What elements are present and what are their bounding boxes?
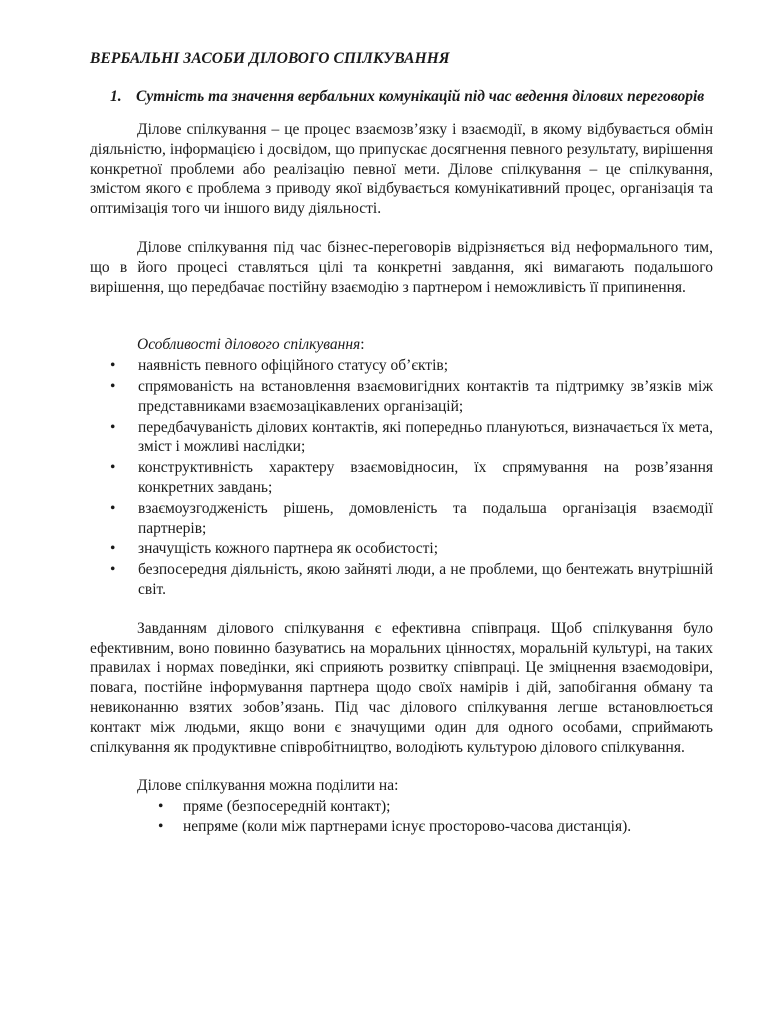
document-title: ВЕРБАЛЬНІ ЗАСОБИ ДІЛОВОГО СПІЛКУВАННЯ <box>90 50 450 67</box>
bullet-icon: • <box>110 499 116 517</box>
paragraph-definition: Ділове спілкування – це процес взаємозв’язку і взаємодії, в якому відбувається обмін діяльністю, інформацією і досвідом, що припускає досягнення певного результату, вирішення конкретної проблеми або реалізацію певної мети. Ділове спілкування – це спілкування, змістом якого є проблема з приводу якої відбувається комунікативний процес, організація та оптимізація того чи іншого виду діяльності. <box>90 121 713 218</box>
list-item-text: наявність певного офіційного статусу об’єктів; <box>138 357 449 375</box>
bullet-icon: • <box>110 561 116 579</box>
list-item <box>90 560 713 600</box>
bullet-icon: • <box>158 798 164 816</box>
bullet-icon: • <box>110 459 116 477</box>
section-heading-text: Сутність та значення вербальних комунікацій під час ведення ділових переговорів <box>136 88 705 105</box>
list-item-text: непряме (коли між партнерами існує просторово-часова дистанція). <box>183 817 632 835</box>
features-label <box>137 335 713 355</box>
list-item <box>90 797 713 817</box>
split-list <box>90 797 713 837</box>
section-heading <box>110 86 713 108</box>
bullet-icon: • <box>110 418 116 436</box>
list-item-text: значущість кожного партнера як особистості; <box>138 540 439 558</box>
paragraph-negotiations: Ділове спілкування під час бізнес-переговорів відрізняється від неформального тим, що в його процесі ставляться цілі та конкретні завдання, які вимагають подальшого вирішення, що передбачає постійну взаємодію з партнером і неможливість її припинення. <box>90 238 713 296</box>
list-item <box>90 817 713 837</box>
list-item-text: конструктивність характеру взаємовідносин, їх спрямування на розв’язання конкретних завдань; <box>138 459 713 496</box>
document-page <box>90 50 713 837</box>
list-item-text: взаємоузгодженість рішень, домовленість та подальша організація взаємодії партнерів; <box>138 499 713 537</box>
features-list <box>90 356 713 600</box>
bullet-icon: • <box>110 377 116 395</box>
bullet-icon: • <box>158 817 164 835</box>
list-item-text: передбачуваність ділових контактів, які попередньо плануються, визначається їх мета, зміст і можливі наслідки; <box>138 418 713 456</box>
features-label-colon: : <box>360 336 365 354</box>
list-item <box>90 377 713 417</box>
paragraph-task: Завданням ділового спілкування є ефективна співпраця. Щоб спілкування було ефективним, воно повинно базуватись на моральних цінностях, моральній культурі, на таких правилах і нормах поведінки, які сприяють розвитку співпраці. Це зміцнення взаємодовіри, повага, постійне інформування партнера щодо своїх намірів і дій, запобігання обману та невиконанню взятих зобов’язань. Під час ділового спілкування легше встановлюється контакт між людьми, якщо вони є значущими один для одного особами, сприймають спілкування як продуктивне співробітництво, володіють культурою ділового спілкування. <box>90 619 713 756</box>
list-item-text: безпосередня діяльність, якою зайняті люди, а не проблеми, що бентежать внутрішній світ. <box>138 561 713 598</box>
list-item-text: пряме (безпосередній контакт); <box>183 798 391 816</box>
split-label: Ділове спілкування можна поділити на: <box>137 777 399 795</box>
bullet-icon: • <box>110 540 116 558</box>
list-item-text: спрямованість на встановлення взаємовигідних контактів та підтримку зв’язків між представниками взаємозацікавлених організацій; <box>138 377 713 415</box>
list-item <box>90 418 713 458</box>
list-item <box>90 356 713 376</box>
features-label-text: Особливості ділового спілкування <box>137 336 361 354</box>
list-item <box>90 458 713 498</box>
list-item <box>90 499 713 539</box>
section-number: 1. <box>110 88 122 105</box>
bullet-icon: • <box>110 357 116 375</box>
list-item <box>90 539 713 559</box>
